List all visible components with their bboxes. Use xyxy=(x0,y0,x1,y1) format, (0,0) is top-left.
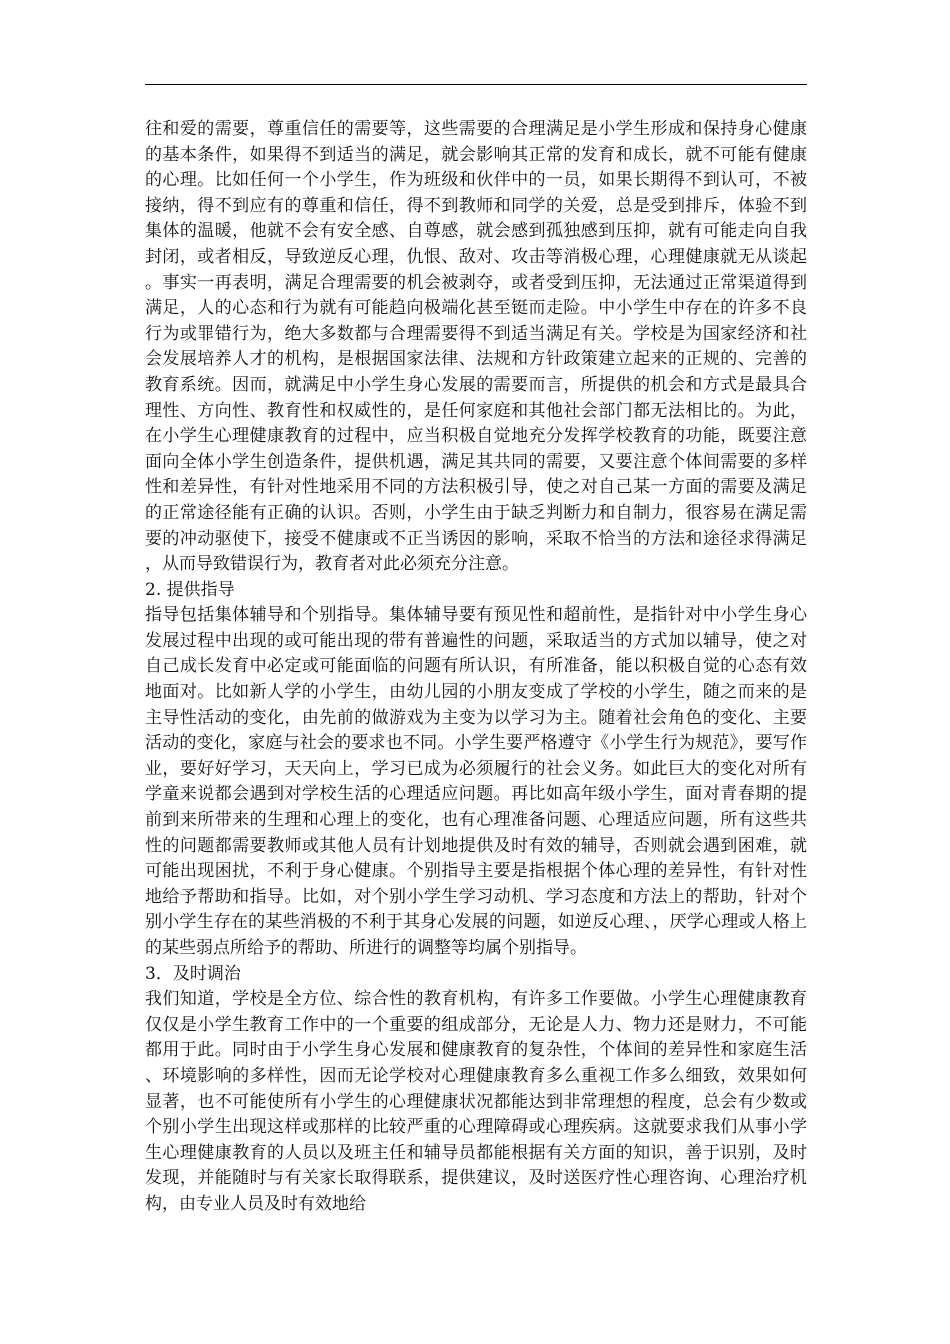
body-paragraph-1: 往和爱的需要，尊重信任的需要等，这些需要的合理满足是小学生形成和保持身心健康的基本条件，如果得不到适当的满足，就会影响其正常的发育和成长，就不可能有健康的心理。比如任何一个小学生，作为班级和伙伴中的一员，如果长期得不到认可，不被接纳，得不到应有的尊重和信任，得不到教师和同学的关爱，总是受到排斥，体验不到集体的温暖，他就不会有安全感、自尊感，就会感到孤独感到压抑，就有可能走向自我封闭，或者相反，导致逆反心理，仇恨、敌对、攻击等消极心理，心理健康就无从谈起。事实一再表明，满足合理需要的机会被剥夺，或者受到压抑，无法通过正常渠道得到满足，人的心态和行为就有可能趋向极端化甚至铤而走险。中小学生中存在的许多不良行为或罪错行为，绝大多数都与合理需要得不到适当满足有关。学校是为国家经济和社会发展培养人才的机构，是根据国家法律、法规和方针政策建立起来的正规的、完善的教育系统。因而，就满足中小学生身心发展的需要而言，所提供的机会和方式是最具合理性、方向性、教育性和权威性的，是任何家庭和其他社会部门都无法相比的。为此，在小学生心理健康教育的过程中，应当积极自觉地充分发挥学校教育的功能，既要注意面向全体小学生创造条件，提供机遇，满足其共同的需要，又要注意个体间需要的多样性和差异性，有针对性地采用不同的方法积极引导，使之对自己某一方面的需要及满足的正常途径能有正确的认识。否则，小学生由于缺乏判断力和自制力，很容易在满足需要的冲动驱使下，接受不健康或不正当诱因的影响，采取不恰当的方法和途径求得满足，从而导致错误行为，教育者对此必须充分注意。 xyxy=(145,119,807,575)
body-paragraph-2: 指导包括集体辅导和个别指导。集体辅导要有预见性和超前性，是指针对中小学生身心发展过程中出现的或可能出现的带有普遍性的问题，采取适当的方式加以辅导，使之对自己成长发育中必定或可能面临的问题有所认识，有所准备，能以积极自觉的心态有效地面对。比如新人学的小学生，由幼儿园的小朋友变成了学校的小学生，随之而来的是主导性活动的变化，由先前的做游戏为主变为以学习为主。随着社会角色的变化、主要活动的变化，家庭与社会的要求也不同。小学生要严格遵守《小学生行为规范》，要写作业，要好好学习，天天向上，学习已成为必须履行的社会义务。如此巨大的变化对所有学童来说都会遇到对学校生活的心理适应问题。再比如高年级小学生，面对青春期的提前到来所带来的生理和心理上的变化，也有心理准备问题、心理适应问题，所有这些共性的问题都需要教师或其他人员有计划地提供及时有效的辅导，否则就会遇到困难，就可能出现困扰，不利于身心健康。个别指导主要是指根据个体心理的差异性，有针对性地给予帮助和指导。比如，对个别小学生学习动机、学习态度和方法上的帮助，针对个别小学生存在的某些消极的不利于其身心发展的问题，如逆反心理、，厌学心理或人格上的某些弱点所给予的帮助、所进行的调整等均属个别指导。 xyxy=(145,605,807,958)
document-body xyxy=(145,117,807,1218)
section-heading-provide-guidance: 2. 提供指导 xyxy=(145,579,235,600)
body-paragraph-3: 我们知道，学校是全方位、综合性的教育机构，有许多工作要做。小学生心理健康教育仅仅是小学生教育工作中的一个重要的组成部分，无论是人力、物力还是财力，不可能都用于此。同时由于小学生身心发展和健康教育的复杂性，个体间的差异性和家庭生活、环境影响的多样性，因而无论学校对心理健康教育多么重视工作多么细致，效果如何显著，也不可能使所有小学生的心理健康状况都能达到非常理想的程度，总会有少数或个别小学生出现这样或那样的比较严重的心理障碍或心理疾病。这就要求我们从事小学生心理健康教育的人员以及班主任和辅导员都能根据有关方面的知识，善于识别，及时发现，并能随时与有关家长取得联系，提供建议，及时送医疗性心理咨询、心理治疗机构，由专业人员及时有效地给 xyxy=(145,989,807,1214)
header-rule xyxy=(145,84,807,85)
section-heading-timely-treatment: 3．及时调治 xyxy=(145,963,241,984)
